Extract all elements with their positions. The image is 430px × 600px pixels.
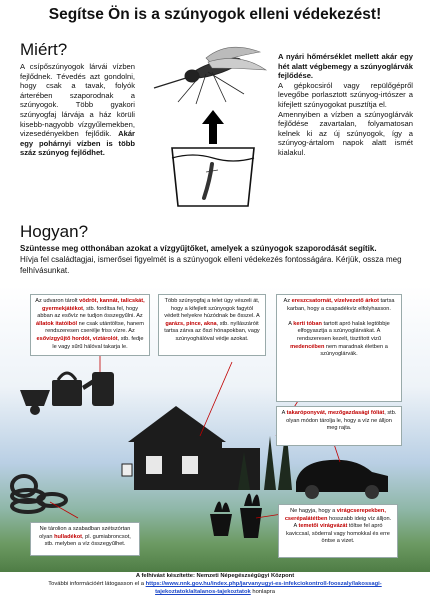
right-paragraph-2: A gépkocsiról vagy repülőgépről levegőbe porlasztott szúnyog-irtószer a kifejlett szúnyogokat pusztítja el.	[278, 80, 413, 109]
footer-info-line2	[0, 589, 430, 595]
tip-text: Az	[136, 313, 143, 320]
tip-highlight: esővízgyűjtő hordót, víztárolót	[36, 335, 118, 342]
tip-text: hosszabb ideig víz álljon. A	[293, 515, 392, 530]
footer-info	[0, 581, 430, 587]
tip-text: Több szúnyogfaj a telet ügy vészeli át, hogy a kifejlett szúnyogok fagytól védett helyekre húzódnak be ősszel. A	[164, 298, 260, 320]
tip-box-garage	[158, 294, 266, 356]
tip-text: A rendszeresen kezelt, tisztított vizű	[297, 328, 381, 342]
why-paragraph: A csípőszúnyogok lárvái vízben fejlődnek. Tévedés azt gondolni, hogy csak a tavak, folyók árterében szaporodnak a szúnyogok. Több gyakori szúnyogfaj lárvája a ház körüli kisebb-nagyobb vízgyűlemekben, vizesedényekben fejlődik.	[20, 62, 135, 139]
arrow-up-icon	[202, 110, 224, 144]
why-highlight: Akár egy pohárnyi vízben is több száz szúnyog fejlődhet.	[20, 129, 135, 158]
footer-credit: A felhívást készítette: Nemzeti Népegészségügyi Központ	[135, 573, 295, 579]
right-paragraph-3: Amennyiben a vízben a szúnyoglárvák fejlődése zavartalan, folyamatosan kelnek ki az új szúnyogok, így a szúnyog-ártalom napok alatt ismét kialakul.	[278, 109, 413, 157]
tip-box-flower-pots	[278, 504, 398, 558]
tip-text: tartsa karban, hogy a csapadékvíz elfolyhasson.	[287, 298, 395, 312]
tip-text: Ne tárolion a szabadban szétszórtan olyan	[39, 526, 131, 540]
how-lead-text: Hívja fel családtagjai, ismerősei figyelmét is a szúnyogok elleni védekezés fontosságára. Kérjük, ossza meg felhívásunkat.	[20, 255, 402, 275]
tip-highlight: temetői virágvázát	[298, 523, 348, 530]
tip-text: Az udvaron tárolt	[35, 298, 80, 304]
tip-text: Az	[283, 298, 292, 304]
water-glass-icon	[172, 148, 254, 206]
tip-highlight: kerti tóban	[293, 320, 322, 327]
why-text	[20, 62, 135, 158]
tip-highlight: virágcserepekben, cserépalátétben	[284, 508, 386, 522]
footer-suffix: honlapra	[250, 589, 275, 595]
car-icon	[296, 460, 388, 499]
rain-barrel-icon	[92, 372, 114, 406]
tip-text: A	[281, 410, 287, 416]
tip-box-yard-containers	[30, 294, 150, 356]
tip-highlight: garázs, pince, akna	[165, 320, 217, 327]
tip-text: , stb. fordítsa fel, hogy abban az esővíz ne tudjon összegyűlni.	[37, 305, 139, 320]
right-paragraph-1: A nyári hőmérséklet mellett akár egy hét alatt végbemegy a szúnyoglárvák fejlődése.	[278, 52, 413, 81]
trash-bin-icon	[122, 464, 132, 476]
tip-box-tarp	[276, 406, 402, 446]
footer-link-continued[interactable]: tajekoztatok/altalanos-tajekoztatok	[155, 589, 251, 595]
tip-text: A	[288, 320, 294, 327]
tip-text: töltse fel apró kaviccsal, söderral vagy homokkal és erre öntse a vizet.	[286, 523, 390, 545]
wheelbarrow-icon	[20, 390, 50, 415]
tip-highlight: hulladékot	[54, 533, 83, 540]
tip-text: , stb. fedje le vagy sűrű hálóval takarja le.	[52, 335, 144, 350]
right-text	[278, 52, 413, 158]
tip-highlight: medencében	[290, 343, 325, 350]
flower-pots-icon	[210, 493, 262, 538]
tip-text: Ne hagyja, hogy a	[290, 508, 337, 514]
how-lead-bold: Szüntesse meg otthonában azokat a vízgyűjtőket, amelyek a szúnyogok szaporodását segítik.	[20, 244, 377, 253]
tip-text: tartott apró halak legtöbbje elfogyasztja a szúnyoglárvákat.	[297, 320, 390, 335]
tip-highlight: állatok itatóiból	[36, 320, 78, 327]
tip-text: ne csak utántöltse, hanem rendszeresen cserélje friss vízre.	[45, 320, 144, 335]
tip-text: , stb. olyan módon tárolja le, hogy a víz ne álljon meg rajta.	[286, 410, 397, 432]
tip-text: Az	[128, 328, 135, 335]
how-heading: Hogyan?	[20, 222, 89, 241]
why-heading: Miért?	[20, 40, 68, 59]
tip-box-waste	[30, 522, 140, 556]
footer-info-prefix: További információért látogasson el a	[48, 581, 146, 587]
tip-highlight: vödröt, kannát, talicskát, gyermekjátékot	[41, 298, 145, 312]
tip-highlight: ereszcsatornát, vízelvezető árkot	[291, 298, 379, 304]
mosquito-icon	[154, 47, 266, 104]
how-lead	[20, 243, 415, 276]
tip-text: , stb. nyílászáróit tartsa zárva az őszi hónapokban, vagy szúnyoghálóval védje azokat.	[164, 320, 260, 342]
tip-box-gutter-pond	[276, 294, 402, 402]
mosquito-larva-illustration	[148, 40, 278, 210]
page-title: Segítse Ön is a szúnyogok elleni védekezést!	[48, 6, 382, 23]
tip-text: nem maradnak életben a szúnyoglárvák.	[320, 343, 388, 358]
footer-link[interactable]: https://www.nnk.gov.hu/index.php/jarvanyugyi-es-infekciokontroll-fooszaly/lakossagi-	[145, 581, 382, 587]
tip-text: , pl. gumiabroncsot, stb. melyben a víz összegyűlhet.	[44, 533, 131, 548]
tip-highlight: takaróponyvát, mezőgazdasági fóliát	[286, 410, 385, 416]
